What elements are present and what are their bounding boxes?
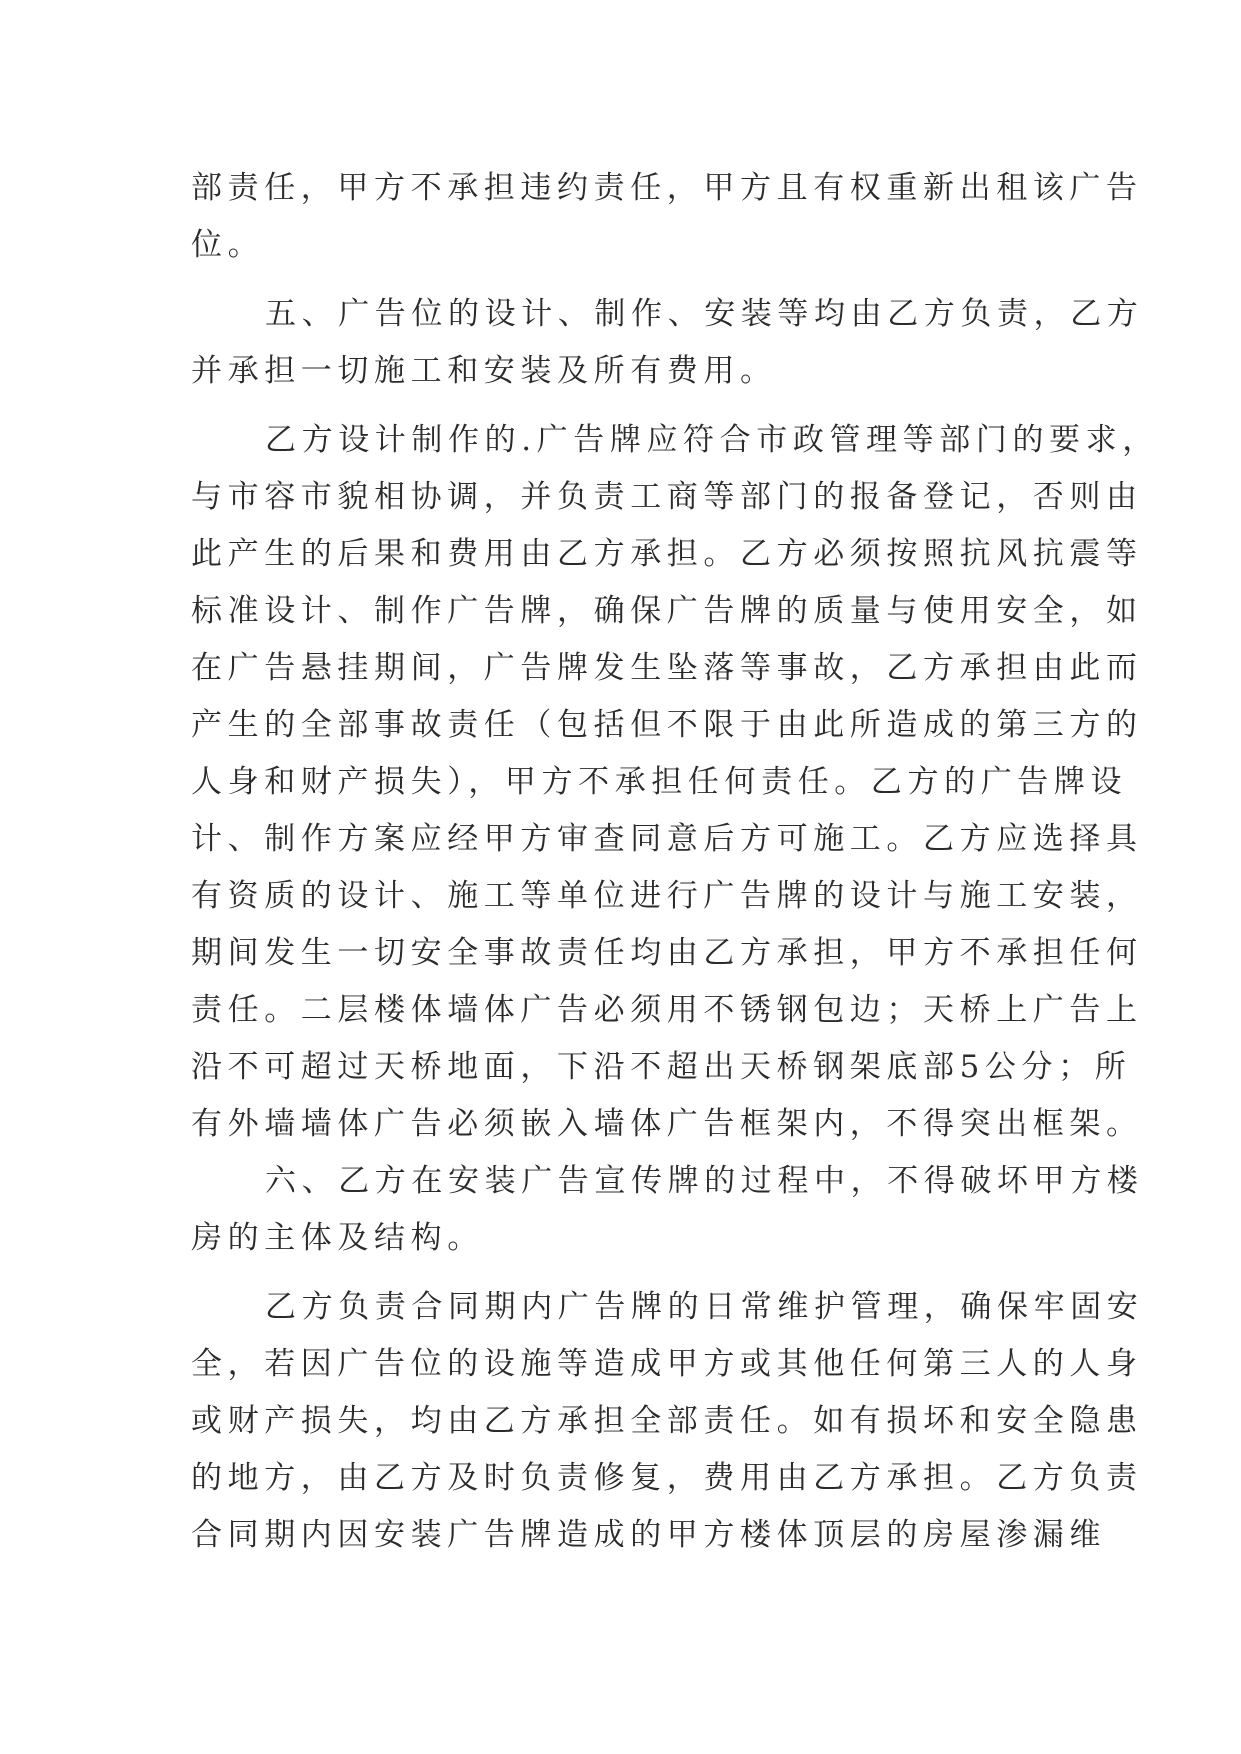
- text-line: 此产生的后果和费用由乙方承担。乙方必须按照抗风抗震等: [191, 536, 1143, 572]
- paragraph-clause-five: [191, 286, 1144, 400]
- text-line: 沿不可超过天桥地面，下沿不超出天桥钢架底部5公分；所: [191, 1049, 1132, 1085]
- text-line: 标准设计、制作广告牌，确保广告牌的质量与使用安全，如: [191, 593, 1143, 629]
- text-line: 人身和财产损失），甲方不承担任何责任。乙方的广告牌设: [191, 764, 1128, 800]
- text-line: 乙方设计制作的.广告牌应符合市政管理等部门的要求，: [265, 422, 1159, 458]
- text-line: 计、制作方案应经甲方审查同意后方可施工。乙方应选择具: [191, 821, 1143, 857]
- text-line: 全，若因广告位的设施等造成甲方或其他任何第三人的人身: [191, 1346, 1143, 1382]
- text-line: 在广告悬挂期间，广告牌发生坠落等事故，乙方承担由此而: [191, 650, 1143, 686]
- text-line: 责任。二层楼体墙体广告必须用不锈钢包边；天桥上广告上: [191, 992, 1143, 1028]
- paragraph-maintenance: [191, 1279, 1144, 1564]
- text-line: 有外墙墙体广告必须嵌入墙体广告框架内，不得突出框架。: [191, 1106, 1143, 1142]
- text-line: 合同期内因安装广告牌造成的甲方楼体顶层的房屋渗漏维: [191, 1517, 1106, 1553]
- text-line: 产生的全部事故责任（包括但不限于由此所造成的第三方的: [191, 707, 1143, 743]
- text-line: 或财产损失，均由乙方承担全部责任。如有损坏和安全隐患: [191, 1403, 1143, 1439]
- text-line: 五、广告位的设计、制作、安装等均由乙方负责，乙方: [265, 296, 1144, 332]
- text-line: 并承担一切施工和安装及所有费用。: [191, 353, 777, 389]
- text-line: 部责任，甲方不承担违约责任，甲方且有权重新出租该广告: [191, 170, 1143, 206]
- paragraph-design-requirements: [191, 412, 1159, 1153]
- text-line: 与市容市貌相协调，并负责工商等部门的报备登记，否则由: [191, 479, 1143, 515]
- paragraph-continuation: [191, 160, 1143, 274]
- text-line: 期间发生一切安全事故责任均由乙方承担，甲方不承担任何: [191, 935, 1143, 971]
- text-line: 房的主体及结构。: [191, 1220, 484, 1256]
- contract-body-text: [191, 160, 1159, 1564]
- text-line: 乙方负责合同期内广告牌的日常维护管理，确保牢固安: [265, 1289, 1144, 1325]
- text-line: 六、乙方在安装广告宣传牌的过程中，不得破坏甲方楼: [265, 1163, 1144, 1199]
- text-line: 位。: [191, 227, 265, 263]
- text-line: 有资质的设计、施工等单位进行广告牌的设计与施工安装，: [191, 878, 1143, 914]
- text-line: 的地方，由乙方及时负责修复，费用由乙方承担。乙方负责: [191, 1460, 1143, 1496]
- paragraph-clause-six: [191, 1153, 1144, 1267]
